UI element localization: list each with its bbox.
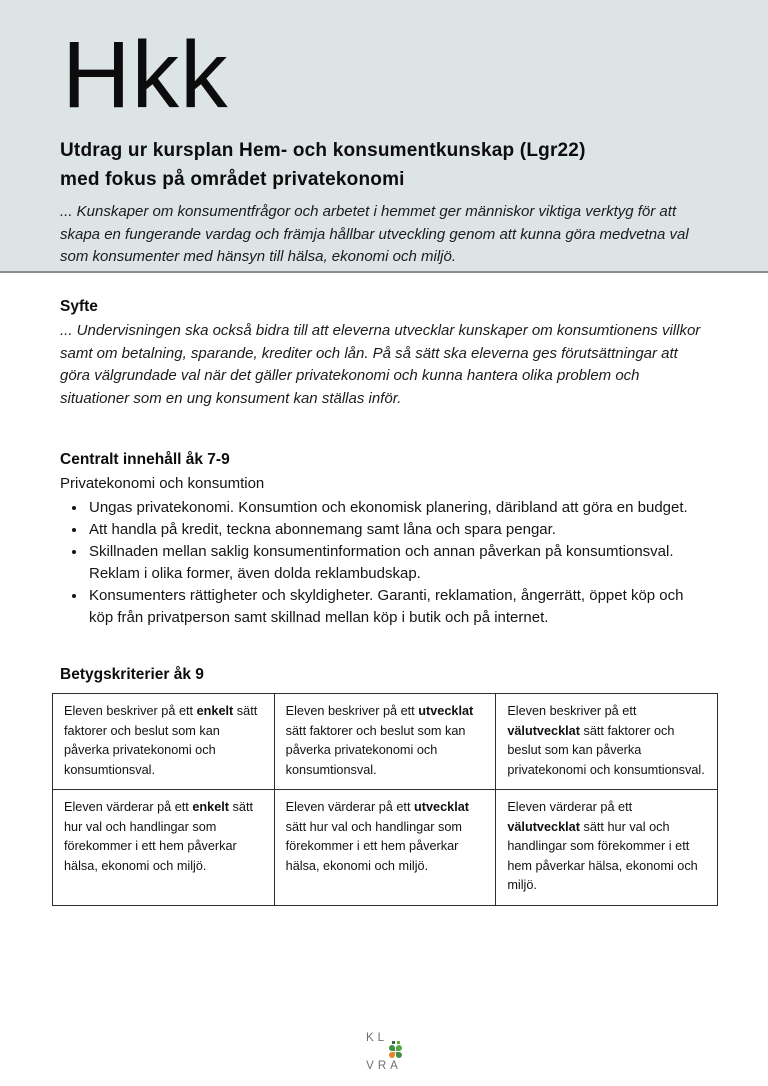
criteria-text: Eleven beskriver på ett [64,704,197,718]
criteria-text: Eleven värderar på ett [64,800,193,814]
criteria-grade-word: välutvecklat [507,819,580,834]
document-title-line2: med fokus på området privatekonomi [60,169,405,190]
criteria-text: Eleven värderar på ett [285,800,415,814]
document-body [0,296,768,906]
bullet-item-3: • Skillnaden mellan saklig konsumentinformation och annan påverkan på konsumtionsval. Reklam i olika former, även dolda reklambudskap. [87,541,710,585]
brand-line-2: VRA [366,1060,402,1072]
centralt-heading: Centralt innehåll åk 7-9 [60,451,230,468]
brand-line-1 [366,1030,402,1058]
criteria-cell-e-varderar [53,790,275,906]
header-banner [0,0,768,273]
section-centralt-innehall [60,449,710,629]
syfte-paragraph: ... Undervisningen ska också bidra till att eleverna utvecklar kunskaper om konsumtionens villkor samt om betalning, sparande, krediter och lån. På så sätt ska eleverna ges förutsättningar att göra välgrundade val när det gäller privatekonomi och kunna hantera olika problem och situationer som en ung konsument kan ställas inför. [60,322,701,407]
criteria-cell-c-beskriver [274,694,496,790]
criteria-text: sätt faktorer och beslut som kan påverka privatekonomi och konsumtionsval. [507,723,705,777]
criteria-grade-word: utvecklat [418,704,474,718]
criteria-cell-e-beskriver [53,694,275,790]
criteria-cell-a-varderar [496,790,718,906]
criteria-text: sätt hur val och handlingar som förekommer i ett hem påverkar hälsa, ekonomi och miljö. [507,819,698,892]
criteria-table [52,693,718,906]
criteria-grade-word: enkelt [196,704,234,718]
criteria-grade-word: välutvecklat [507,723,580,738]
section-betygskriterier [60,664,710,906]
criteria-text: sätt hur val och handlingar som förekommer i ett hem påverkar hälsa, ekonomi och miljö. [285,819,462,873]
criteria-text: Eleven värderar på ett [507,800,633,814]
bullet-item-2: • Att handla på kredit, teckna abonnemang samt låna och spara pengar. [87,519,710,541]
section-syfte [60,296,710,410]
brand-letters-kl: KL [365,1032,389,1044]
centralt-subheading: Privatekonomi och konsumtion [60,475,265,492]
criteria-text: sätt faktorer och beslut som kan påverka privatekonomi och konsumtionsval. [285,723,466,777]
bullet-item-4: • Konsumenters rättigheter och skyldigheter. Garanti, reklamation, ångerrätt, öppet köp och köp från privatperson samt skillnad mellan köp i butik och på internet. [87,585,710,629]
criteria-grade-word: utvecklat [414,800,470,814]
clover-leaves [389,1045,402,1058]
criteria-row-beskriver [53,694,718,790]
document-title [60,136,710,194]
criteria-text: Eleven beskriver på ett [285,704,419,718]
criteria-text: sätt faktorer och beslut som kan påverka privatekonomi och konsumtionsval. [64,704,258,777]
betyg-heading: Betygskriterier åk 9 [60,666,204,683]
curriculum-quote: ... Kunskaper om konsumentfrågor och arbetet i hemmet ger människor viktiga verktyg för att skapa en fungerande vardag och främja hållbar utveckling genom att kunna göra medvetna val som konsumenter med hänsyn till hälsa, ekonomi och miljö. [60,203,689,265]
footer-brand-logo [366,1030,402,1074]
criteria-cell-c-varderar [274,790,496,906]
syfte-heading: Syfte [60,298,98,315]
criteria-text: sätt hur val och handlingar som förekommer i ett hem påverkar hälsa, ekonomi och miljö. [64,800,254,873]
centralt-bullet-list [60,497,710,629]
subject-abbreviation: Hkk [62,22,229,128]
criteria-text: Eleven beskriver på ett [507,704,637,718]
bullet-item-1: • Ungas privatekonomi. Konsumtion och ekonomisk planering, däribland att göra en budget. [87,497,710,519]
criteria-row-varderar [53,790,718,906]
document-title-line1: Utdrag ur kursplan Hem- och konsumentkunskap (Lgr22) [60,140,586,161]
umlaut-dots [392,1041,400,1044]
criteria-grade-word: enkelt [192,800,230,814]
criteria-cell-a-beskriver [496,694,718,790]
clover-icon [389,1041,402,1058]
